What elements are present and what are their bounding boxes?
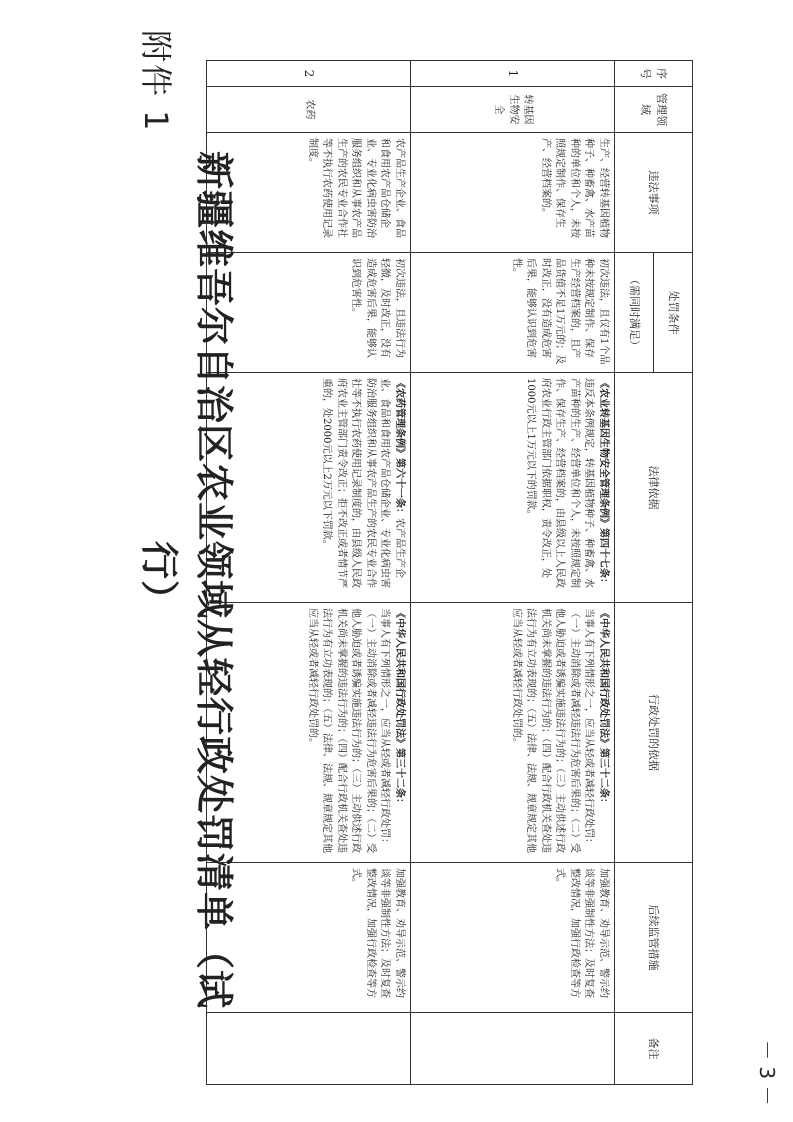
header-supervision: 后续监管措施 bbox=[615, 863, 693, 1013]
attachment-label: 附件 1 bbox=[137, 30, 175, 133]
admin-basis-title: 《中华人民共和国行政处罚法》第三十二条： bbox=[598, 608, 609, 808]
header-domain: 管理领域 bbox=[615, 87, 693, 133]
row-remarks bbox=[411, 1013, 615, 1085]
admin-basis-body: 当事人有下列情形之一，应当从轻或者减轻行政处罚：（一）主动消除或者减轻违法行为危害后果的；（二）受他人胁迫或者诱骗实施违法行为的；（三）主动供述行政机关尚未掌握的违法行为的；（四）配合行政机关查处违法行为有立功表现的；（五）法律、法规、规章规定其他应当从轻或者减轻行政处罚的。 bbox=[307, 608, 391, 853]
admin-basis-title: 《中华人民共和国行政处罚法》第三十二条： bbox=[394, 608, 405, 808]
row-conditions: 初次违法，且仅有1个品种未按规定制作、保存生产经营档案的，且产品货值不足1万元的；及时改正，没有造成危害后果，能够认识到危害性。 bbox=[411, 253, 615, 373]
header-seq: 序号 bbox=[615, 61, 693, 87]
row-supervision: 加强教育、劝导示范、警示约谈等非强制性方法；及时复查整改情况，加强行政检查等方式。 bbox=[207, 863, 411, 1013]
penalty-table bbox=[206, 60, 693, 1085]
header-conditions-sub: （需同时满足） bbox=[615, 253, 654, 373]
row-seq: 1 bbox=[411, 61, 615, 87]
legal-basis-title: 《农药管理条例》第六十一条： bbox=[394, 378, 405, 518]
header-conditions: 处罚条件 bbox=[654, 253, 693, 373]
legal-basis-body: 违反本条例规定，转基因植物种子、种畜禽、水产苗种的生产、经营单位和个人，未按照规定制作、保存生产、经营档案的，由县级以上人民政府农业行政主管部门依据职权，责令改正，处1000元以上1万元以下的罚款。 bbox=[525, 378, 595, 588]
row-violation: 生产、经营转基因植物种子、种畜禽、水产苗种的单位和个人，未按照规定制作、保存生产、经营档案的。 bbox=[411, 133, 615, 253]
admin-basis-body: 当事人有下列情形之一，应当从轻或者减轻行政处罚：（一）主动消除或者减轻违法行为危害后果的；（二）受他人胁迫或者诱骗实施违法行为的；（三）主动供述行政机关尚未掌握的违法行为的；（四）配合行政机关查处违法行为有立功表现的；（五）法律、法规、规章规定其他应当从轻或者减轻行政处罚的。 bbox=[511, 608, 595, 853]
row-seq: 2 bbox=[207, 61, 411, 87]
page-title: 新疆维吾尔自治区农业领域从轻行政处罚清单（试行） bbox=[137, 150, 237, 1009]
row-violation: 农产品生产企业、食品和食用农产品仓储企业、专业化病虫害防治服务组织和从事农产品生产的农民专业合作社等不执行农药使用记录制度。 bbox=[207, 133, 411, 253]
header-legal-basis: 法律依据 bbox=[615, 373, 693, 603]
row-admin-basis bbox=[411, 603, 615, 863]
header-remarks: 备注 bbox=[615, 1013, 693, 1085]
row-supervision: 加强教育、劝导示范、警示约谈等非强制性方法；及时复查整改情况，加强行政检查等方式。 bbox=[411, 863, 615, 1013]
row-conditions: 初次违法，且违法行为轻微，及时改正，没有造成危害后果，能够认识到危害性。 bbox=[207, 253, 411, 373]
header-violation: 违法事项 bbox=[615, 133, 693, 253]
header-admin-basis: 行政处罚的依据 bbox=[615, 603, 693, 863]
row-domain: 转基因生物安全 bbox=[411, 87, 615, 133]
legal-basis-body: 农产品生产企业、食品和食用农产品仓储企业、专业化病虫害防治服务组织和从事农产品生产的农民专业合作社等不执行农药使用记录制度的，由县级人民政府农业主管部门责令改正；拒不改正或者情节严重的，处2000元以上2万元以下罚款。 bbox=[321, 378, 405, 588]
row-domain: 农药 bbox=[207, 87, 411, 133]
table-header-row bbox=[654, 61, 693, 1085]
table-row bbox=[411, 61, 615, 1085]
row-legal-basis bbox=[411, 373, 615, 603]
legal-basis-title: 《农业转基因生物安全管理条例》第四十七条： bbox=[598, 378, 609, 588]
page-number: － 3 － bbox=[755, 1040, 779, 1106]
